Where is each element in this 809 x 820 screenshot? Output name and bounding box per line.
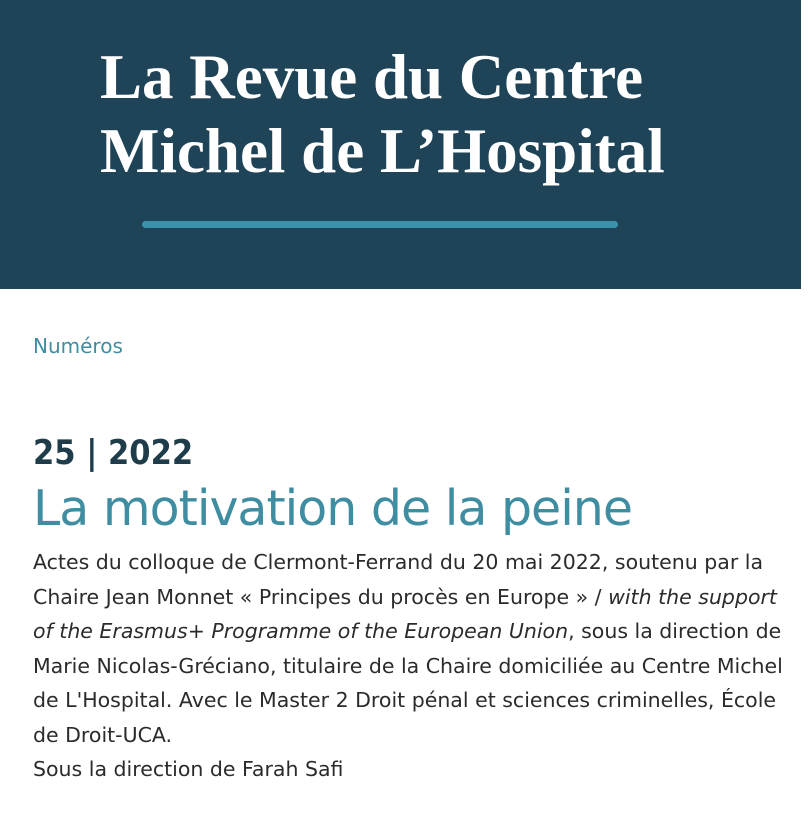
banner-divider bbox=[142, 221, 618, 228]
site-title-line-1[interactable]: La Revue du Centre bbox=[100, 42, 644, 112]
issue-number: 25 | 2022 bbox=[33, 433, 194, 473]
site-title-line-2[interactable]: Michel de L’Hospital bbox=[100, 116, 665, 186]
site-banner bbox=[0, 0, 801, 289]
description-part-3: , sous la direction de Marie Nicolas-Gréciano, titulaire de la Chaire domiciliée au Centre Michel de L'Hospital. Avec le Master 2 Droit pénal et sciences criminelles, École de Droit-UCA. bbox=[33, 619, 783, 747]
site-title[interactable] bbox=[100, 40, 665, 188]
description-part-1: Actes du colloque de Clermont-Ferrand du 20 mai 2022, soutenu par la Chaire Jean Monnet « Principes du procès en Europe » / bbox=[33, 550, 764, 609]
issue-description bbox=[33, 545, 793, 752]
breadcrumb-numeros-link[interactable]: Numéros bbox=[33, 334, 123, 358]
issue-direction: Sous la direction de Farah Safi bbox=[33, 757, 344, 781]
description-part-2-italic: with the support of the Erasmus+ Programme of the European Union bbox=[33, 584, 777, 643]
issue-title: La motivation de la peine bbox=[33, 480, 633, 537]
